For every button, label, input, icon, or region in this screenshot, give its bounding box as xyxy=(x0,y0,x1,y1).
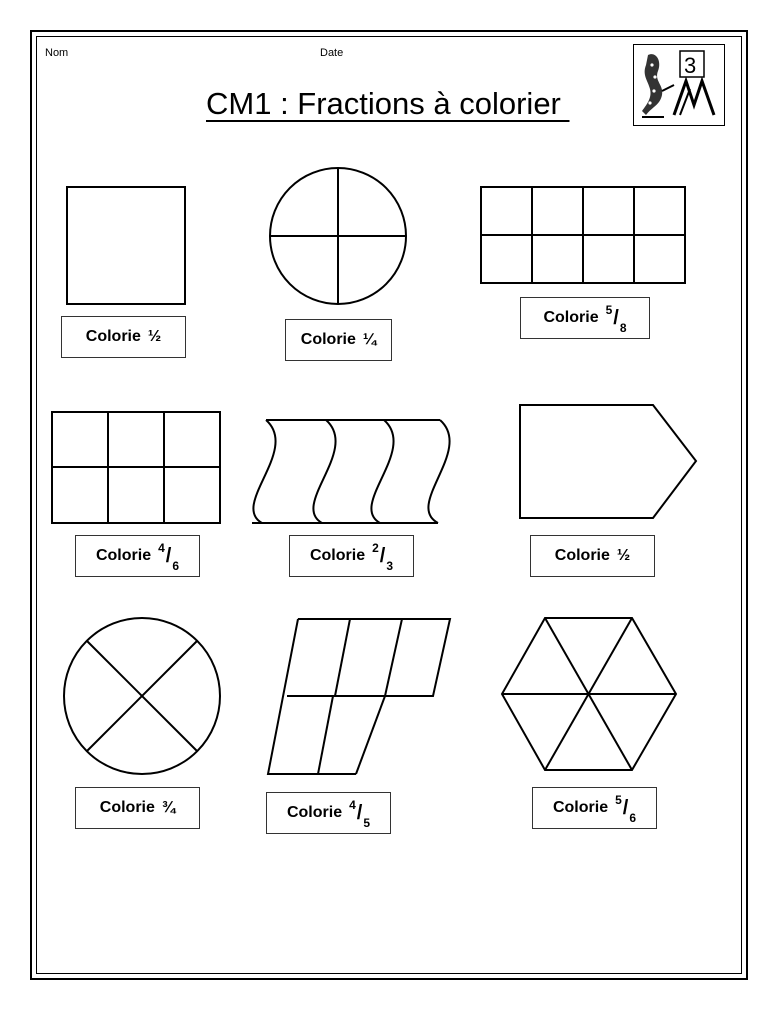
fraction-denominator: 3 xyxy=(386,558,394,573)
fraction-denominator: 8 xyxy=(619,320,627,335)
label-word: Colorie xyxy=(85,328,141,345)
label-word: Colorie xyxy=(309,547,366,564)
shape-pentagon xyxy=(520,405,696,518)
shape-square xyxy=(67,187,185,304)
label-half-square xyxy=(61,316,186,358)
label-four-fifths xyxy=(266,792,391,834)
fraction-denominator: 6 xyxy=(172,558,180,573)
label-word: Colorie xyxy=(552,799,609,816)
fraction-denominator: 5 xyxy=(363,815,371,830)
shape-parallelogram-fifths xyxy=(268,619,450,774)
fraction-numerator: 4 xyxy=(349,797,356,812)
logo-digit: 3 xyxy=(684,53,697,78)
label-word: Colorie xyxy=(543,309,599,326)
label-fraction: 5 / 6 xyxy=(615,792,637,825)
shape-grid-eighths xyxy=(481,187,685,283)
label-fraction: ¼ xyxy=(362,331,377,348)
label-fraction: ½ xyxy=(616,547,631,564)
fraction-numerator: 2 xyxy=(372,540,379,555)
shape-circle-quarters xyxy=(270,168,406,304)
label-half-pentagon xyxy=(530,535,655,577)
fraction-numerator: 4 xyxy=(158,540,165,555)
label-fraction: ½ xyxy=(147,328,162,345)
label-fraction: 2 / 3 xyxy=(372,540,394,573)
label-two-thirds xyxy=(289,535,414,577)
label-fraction: ¾ xyxy=(161,799,176,816)
label-fraction: 5 / 8 xyxy=(605,302,627,335)
label-five-eighths xyxy=(520,297,650,339)
fraction-numerator: 5 xyxy=(605,302,613,317)
label-fraction: 4 / 5 xyxy=(349,797,371,830)
label-word: Colorie xyxy=(300,331,356,348)
label-quarter-circle xyxy=(285,319,392,361)
fraction-denominator: 6 xyxy=(629,810,637,825)
label-five-sixths xyxy=(532,787,657,829)
label-word: Colorie xyxy=(99,799,155,816)
label-word: Colorie xyxy=(286,804,343,821)
shape-wavy-thirds xyxy=(252,420,450,523)
label-word: Colorie xyxy=(95,547,152,564)
label-four-sixths xyxy=(75,535,200,577)
page-title: CM1 : Fractions à colorier xyxy=(206,86,570,121)
name-label: Nom xyxy=(45,47,69,59)
label-three-quarters xyxy=(75,787,200,829)
shape-grid-sixths xyxy=(52,412,220,523)
date-label: Date xyxy=(320,47,344,59)
label-fraction: 4 / 6 xyxy=(158,540,180,573)
label-word: Colorie xyxy=(554,547,610,564)
shape-hexagon-sixths xyxy=(502,618,676,770)
shape-circle-cross xyxy=(64,618,220,774)
fraction-numerator: 5 xyxy=(615,792,622,807)
